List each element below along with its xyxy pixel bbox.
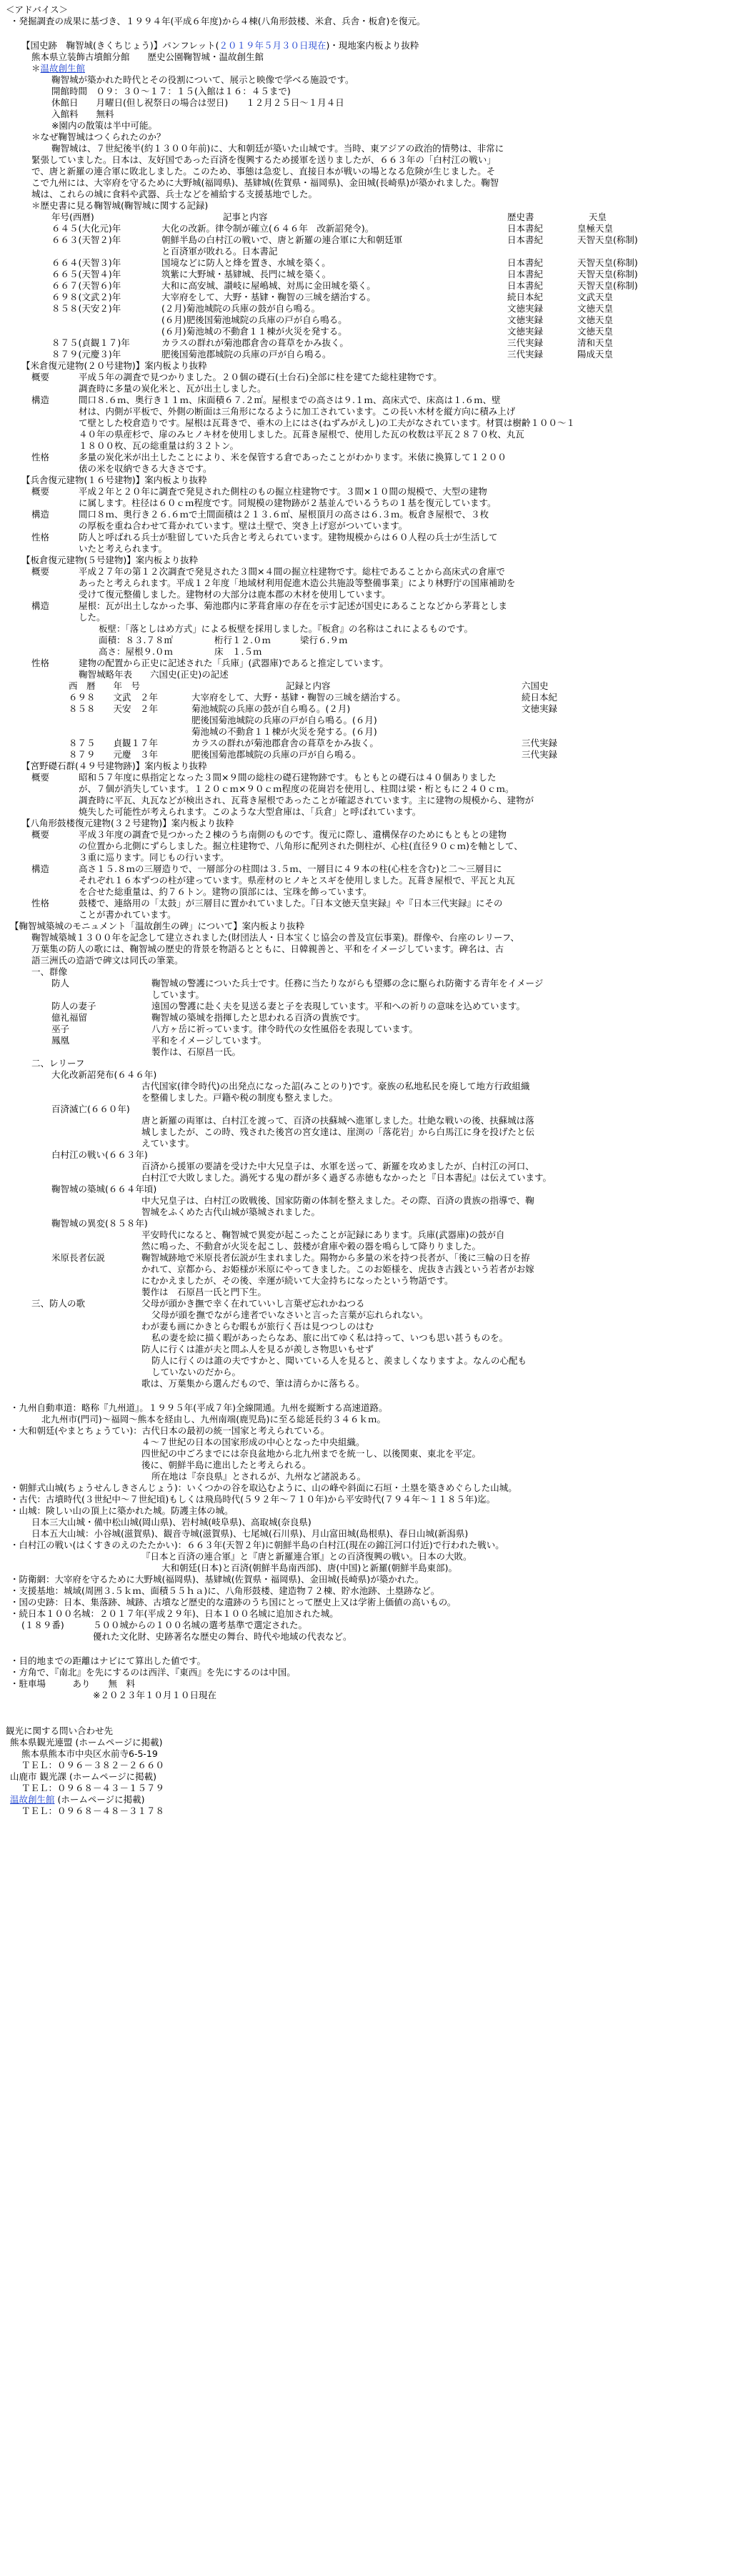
text-line: 間口８ｍ、奥行き２６.６ｍで土間面積は２１３.６㎡、屋根頂月の高さは６.３ｍ。板倉き屋根で、３枚 — [79, 509, 489, 520]
text-line: ・支援基地：城域(周囲３.５ｋｍ、面積５５ｈａ)に、八角形鼓楼、建造物７２棟、貯水池跡、土塁跡など。 — [10, 1585, 440, 1596]
text-line: ５００城からの１００名城の選考基準で選定された。 — [93, 1620, 308, 1630]
text-line: ・朝鮮式山城(ちょうせんしきさんじょう)：いくつかの谷を取込むように、山の峰や斜面に石垣・土塁を築きめぐらした山城。 — [10, 1482, 517, 1493]
text-line: 性格 — [31, 658, 50, 668]
text-line: ８５８(天安２)年 — [51, 303, 121, 314]
text-line: と百済軍が敗れる。日本書記 — [161, 246, 278, 257]
text-line: 休館日 月曜日(但し祝祭日の場合は翌日) １２月２５日～１月４日 — [51, 97, 344, 108]
text-line: 昭和５７年度に県指定となった３間×９間の総柱の礎石建物跡です。もともとの礎石は４０個ありました — [79, 772, 497, 783]
text-line: いたと考えられます。 — [79, 543, 168, 554]
text-line: ・駐車場 あり 無 料 — [10, 1678, 136, 1689]
text-line: 続日本紀 — [507, 292, 544, 302]
text-line: 鞠智城は、７世紀後半(約１３００年前)に、大和朝廷が築いた山城です。当時、東アジアの政治的情勢は、非常に — [51, 143, 504, 154]
text-line: ＴＥＬ：０９６８－４３－１５７９ — [21, 1783, 165, 1793]
text-line: していないのだから。 — [151, 1367, 241, 1377]
text-line: 天智天皇(称制) — [577, 280, 638, 291]
text-line: ・方角で、『南北』を先にするのは西洋、『東西』を先にするのは中国。 — [10, 1667, 296, 1678]
text-line: 然に鳴った、不動倉が火災を起こし、鼓楼が倉庫や穀の器を鳴らして降りりました。 — [141, 1241, 482, 1252]
text-line: ６４５(大化元)年 — [51, 223, 121, 234]
text-line: 菊池城の不動倉１１棟が火災を発する。(６月) — [191, 726, 377, 737]
text-line: 巫子 — [51, 1024, 70, 1034]
text-line: 皇極天皇 — [577, 223, 614, 234]
text-line: 六国史 — [522, 680, 549, 691]
text-line: ６９８ 文武 ２年 — [69, 692, 159, 703]
text-line: 板壁：「落としはめ方式」による板壁を採用しました。『板倉』の名称はこれによるものです。 — [99, 623, 474, 634]
text-line: ６６４(天智３)年 — [51, 257, 121, 268]
text-line: 鞠智城の築城(６６４年頃) — [51, 1184, 157, 1194]
text-line: えています。 — [141, 1138, 195, 1149]
text-line: あったと考えられます。平成１２年度「地域材利用促進木造公共施設等整備事業」により林野庁の国庫補助を — [79, 578, 516, 588]
text-line: 遠国の警護に赴く夫を見送る妻と子を表現しています。平和への祈りの意味を込めています。 — [151, 1001, 526, 1011]
text-line: 天智天皇(称制) — [577, 269, 638, 279]
text-line: 大宰府をして、大野・基肄・鞠智の三城を繕治する。 — [191, 692, 406, 703]
link[interactable]: 温故創生館 — [10, 1794, 55, 1805]
text-line: 入館料 無料 — [51, 109, 114, 119]
text-line: 平成５年の調査で見つかりました。２０個の礎石(土台石)全部に柱を建てた総柱建物です。 — [79, 372, 442, 382]
text-line: 高さ１５.８ｍの三層造りで、一層部分の柱間は３.５ｍ、一層目に４９本の柱(心柱を含む)と二～三層目に — [79, 863, 502, 874]
text-line: にむかえましたが、その後、幸運が続いて大金持ちになったという物語です。 — [141, 1275, 454, 1286]
text-line: 鞠智城の異変(８５８年) — [51, 1218, 148, 1229]
text-line: 性格 — [31, 452, 50, 462]
text-line: 朝鮮半島の白村江の戦いで、唐と新羅の連合軍に大和朝廷軍 — [161, 234, 403, 245]
text-line: ※園内の散策は半中可能。 — [51, 120, 157, 131]
text-line: 唐と新羅の両軍は、白村江を渡って、百済の扶蘇城へ進軍しました。壮絶な戦いの後、扶蘇城は落 — [141, 1115, 534, 1126]
text-line: 日本五大山城：小谷城(滋賀県)、観音寺城(滋賀県)、七尾城(石川県)、月山富田城(島根県)、春日山城(新潟県) — [31, 1528, 469, 1539]
text-line: 鼓楼で、連絡用の「太鼓」が三層目に置かれていました。『日本文徳天皇実録』や『日本三代実録』にその — [79, 898, 503, 908]
text-line: 構造 — [31, 600, 50, 611]
text-line: 構造 — [31, 395, 50, 405]
text-line: ６９８(文武２)年 — [51, 292, 121, 302]
text-line: カラスの群れが菊池郡倉舎の葺草をかみ抜く。 — [191, 738, 379, 748]
text-line: 製作は、石原昌一氏。 — [151, 1046, 241, 1057]
text-line: 米原長者伝説 — [51, 1252, 106, 1263]
text-line: ３重に巡ります。同じもの行います。 — [79, 852, 229, 863]
text-line: ＴＥＬ：０９６８－４８－３１７８ — [21, 1805, 165, 1816]
text-line: 一、群像 — [31, 966, 68, 977]
text-line: 肥後国菊池郡城院の兵庫の戸が自ら鳴る。 — [161, 349, 331, 360]
text-line: 続日本紀 — [522, 692, 558, 703]
text-line: 語三洲氏の造語で碑文は同氏の筆業。 — [31, 955, 184, 966]
text-line: 防人の妻子 — [51, 1001, 96, 1011]
text-line: 鞠智城が築かれた時代とその役割について、展示と映像で学べる施設です。 — [51, 74, 354, 85]
text-line: わが妻も画にかきとらむ暇もが旅行く吾は見つつしのはむ — [141, 1321, 374, 1332]
text-line: 鞠智城の築城を指揮したと思われる百済の貴族です。 — [151, 1012, 366, 1023]
text-line: ・山城：険しい山の頂上に築かれた城。防護主体の城。 — [10, 1505, 234, 1516]
text-line: 記録と内容 — [286, 680, 331, 691]
text-line: ＴＥＬ：０９６－３８２－２６６０ — [21, 1760, 165, 1770]
text-line: 平安時代になると、鞠智城で異変が起こったことが記録にあります。兵庫(武器庫)の鼓が自 — [141, 1229, 505, 1240]
text-line: 天智天皇(称制) — [577, 234, 638, 245]
text-line: ＜アドバイス＞ — [6, 4, 69, 15]
text-line: 屋根：瓦が出土しなかった事、菊池郡内に茅葺倉庫の存在を示す記述が国史にあることなどから茅葺としま — [79, 600, 508, 611]
text-line — [10, 1794, 145, 1805]
text-line: 歴史書 — [507, 212, 534, 222]
text-line: 調査時に多量の炭化米と、瓦が出土しました。 — [79, 383, 266, 394]
text-line: 八方ヶ岳に祈っています。律令時代の女性風俗を表現しています。 — [151, 1024, 419, 1034]
text-line: 後に、朝鮮半島に進出したと考えられる。 — [141, 1460, 311, 1470]
text-line: 年号(西暦) — [51, 212, 94, 222]
text-line: 大化改新詔発布(６４６年) — [51, 1069, 157, 1080]
text-line: 防人 — [51, 978, 70, 989]
text-line: 天智天皇(称制) — [577, 257, 638, 268]
text-line: の厚板を重ね合わせて葺かれています。壁は土壁で、突き上げ窓がついています。 — [79, 520, 408, 531]
text-line: ・古代：古墳時代(３世紀中～７世紀頃)もしくは飛鳥時代(５９２年～７１０年)から平安時代(７９４年～１１８５年)迄。 — [10, 1494, 496, 1505]
text-line: 三代実録 — [507, 337, 544, 348]
text-line: 文徳実録 — [507, 314, 544, 325]
text-line: 桁行１２.０ｍ — [214, 635, 271, 645]
text-line: 四世紀の中ごろまでには奈良盆地から北九州までを統一し、以後関東、東北を平定。 — [141, 1448, 482, 1459]
text-line: 日本書紀 — [507, 280, 544, 291]
text-line: 中大兄皇子は、白村江の敗戦後、国家防衛の体制を整えました。その際、百済の貴族の指導で、鞠 — [141, 1195, 534, 1206]
text-line: 三、防人の歌 — [31, 1298, 86, 1309]
text-line: 平成２年と２０年に調査で発見された側柱のもの掘立柱建物です。３間×１０間の規模で、大型の建物 — [79, 486, 487, 497]
text-line: 構造 — [31, 509, 50, 520]
text-line: 三代実録 — [522, 738, 558, 748]
text-line: 【板倉復元建物(５号建物)】案内板より抜粋 — [21, 555, 199, 565]
text-line: こで九州には、大宰府を守るために大野城(福岡県)、基肄城(佐賀県・福岡県)、金田城(長崎県)が築かれました。鞠智 — [31, 177, 499, 188]
text-line: 面積：８３.７８㎡ — [99, 635, 173, 645]
text-line: 【八角形鼓楼復元建物(３２号建物)】案内板より抜粋 — [21, 818, 234, 828]
text-line: 大和に高安城、讃岐に屋嶋城、対馬に金田城を築く。 — [161, 280, 376, 291]
text-line: ・発掘調査の成果に基づき、１９９４年(平成６年度)から４棟(八角形鼓楼、米倉、兵舎・板倉)を復元。 — [10, 16, 426, 26]
text-line: ＊なぜ鞠智城はつくられたのか？ — [31, 132, 166, 142]
text-line: 白村江の戦い(６６３年) — [51, 1149, 148, 1160]
text-span: )・現地案内板より抜粋 — [326, 40, 419, 51]
text-line: (１８９番) — [21, 1620, 64, 1630]
text-line: ・目的地までの距離はナビにて算出した値です。 — [10, 1655, 206, 1666]
text-line: 智城をふくめた古代山城が築城されました。 — [141, 1207, 321, 1217]
text-line: 建物の配置から正史に記述された「兵庫」(武器庫)であると推定しています。 — [79, 658, 389, 668]
text-line: 平成２７年の第１２次調査で発見された３間×４間の掘立柱建物です。総柱であることから高床式の倉庫で — [79, 566, 505, 577]
text-line: 二、レリーフ — [31, 1058, 85, 1069]
text-line: 鞠智城略年表 六国史(正史)の記述 — [79, 669, 229, 680]
text-line: した。 — [79, 612, 106, 623]
text-line: が、７個が消失しています。１２０ｃｍ×９０ｃｍ程度の花崗岩を使用し、柱間は梁・桁ともに２４０ｃｍ。 — [79, 783, 514, 794]
text-line: 百済から援軍の要請を受けた中大兄皇子は、水軍を送って、新羅を攻めましたが、白村江の河口、 — [141, 1161, 534, 1171]
text-line: 概要 — [31, 829, 50, 840]
text-line: ８７５ 貞観１７年 — [69, 738, 159, 748]
text-line: 万葉集の防人の歌には、鞠智城の歴史的背景を物語るとともに、日韓親善と、平和をイメージしています。碑名は、古 — [31, 943, 504, 954]
text-line: ・九州自動車道：略称『九州道』。１９９５年(平成７年)全線開通。九州を縦断する高速道路。 — [10, 1402, 388, 1413]
text-line: 平成３年度の調査で見つかった２棟のうち南側のものです。復元に際し、遺構保存のためにもともとの建物 — [79, 829, 507, 840]
text-line: ８５８ 天安 ２年 — [69, 703, 159, 714]
text-line: 熊本県立装飾古墳館分館 歴史公園鞠智城・温故創生館 — [31, 51, 264, 62]
text-line: 間口８.６ｍ、奥行き１１ｍ、床面積６７.２㎡。屋根までの高さは９.１ｍ、高床式で、床高は１.６ｍ、壁 — [79, 395, 501, 405]
text-line — [21, 40, 419, 51]
text-line: 私の妻を絵に描く暇があったらなあ、旅に出てゆく私は持って、いつも思い甚うものを。 — [151, 1332, 509, 1343]
text-line: 所在地は『奈良県』とされるが、九州など諸説ある。 — [151, 1471, 366, 1482]
text-line: 菊池城院の兵庫の鼓が自ら鳴る。(２月) — [191, 703, 351, 714]
text-line: ４～７世紀の日本の国家形成の中心となった中央組織。 — [141, 1437, 365, 1447]
text-line: 日本書紀 — [507, 234, 544, 245]
text-line: 概要 — [31, 772, 50, 783]
text-line: て壁とした校倉造りです。屋根は瓦葺きで、垂木の上にはさ(ねずみがえし)の工夫がなされています。材質は樹齢１００～１ — [79, 417, 576, 428]
highlight-text: ２０１９年５月３０日現在 — [219, 40, 326, 51]
text-line: 文徳天皇 — [577, 314, 614, 325]
text-line: 文徳実録 — [522, 703, 558, 714]
text-line: 陽成天皇 — [577, 349, 614, 360]
text-line: 概要 — [31, 486, 50, 497]
text-line: 平和をイメージしています。 — [151, 1035, 267, 1046]
text-line: 【鞠智城築城のモニュメント「温故創生の碑」について】案内板より抜粋 — [10, 921, 305, 931]
text-line: 高さ：屋根９.０ｍ — [99, 646, 173, 657]
text-line: 防人に行くは誰が夫と問ふ人を見るが羨しさ物思いもせず — [141, 1344, 374, 1354]
text-line: 日本書紀 — [507, 223, 544, 234]
text-line: 白村江で大敗しました。渦死する鬼の群が多く過ぎる赤徳もなかったと『日本書紀』は伝えています。 — [141, 1172, 552, 1183]
text-line: を合せた総重量は、約７６トン。建物の頂部には、宝珠を飾っています。 — [79, 886, 372, 897]
text-line: 清和天皇 — [577, 337, 614, 348]
text-line: カラスの群れが菊池郡倉舎の葺草をかみ抜く。 — [161, 337, 349, 348]
text-line: ＊歴史書に見る鞠智城(鞠智城に関する記録) — [31, 200, 209, 211]
text-line: １８００枚、瓦の総重量は約３２トン。 — [79, 440, 239, 451]
text-line: 百済滅亡(６６０年) — [51, 1104, 130, 1114]
text-line: 性格 — [31, 898, 50, 908]
text-line: (６月)菊池城の不動倉１１棟が火災を発する。 — [161, 326, 347, 337]
text-line: の位置から北側にずらしました。掘立柱建物で、八角形に配列された側柱が、心柱(直径９０ｃｍ)を軸として、 — [79, 841, 523, 851]
text-line: 筑紫に大野城・基肄城、長門に城を築く。 — [161, 269, 331, 279]
text-line: 床 １.５ｍ — [214, 646, 262, 657]
text-line: 文徳実録 — [507, 326, 544, 337]
text-line: 製作は 石原昌一氏と門下生。 — [141, 1287, 267, 1297]
text-line: 三代実録 — [522, 749, 558, 760]
text-line: ６６３(天智２)年 — [51, 234, 121, 245]
text-line: 材は、内側が平板で、外側の断面は三角形になるように加工されています。この長い木材を縦方向に積み上げ — [79, 406, 516, 417]
text-line: 受けて復元整備しました。建物材の大部分は鹿本郡の木材を使用しています。 — [79, 589, 391, 600]
text-line: 父母が頭を撫でながら達者でいなさいと言った言葉が忘れられない。 — [151, 1309, 429, 1320]
text-line: かれて、京都から、お姫様が米原にやってきました。このお姫様を、虎抜き古銭という若者がお嫁 — [141, 1264, 534, 1274]
text-line: ８７９ 元慶 ３年 — [69, 749, 159, 760]
text-line: 梁行６.９ｍ — [300, 635, 348, 645]
text-line: ・防衛網：大宰府を守るために大野城(福岡県)、基肄城(佐賀県・福岡県)、金田城(長崎県)が築かれた。 — [10, 1574, 424, 1585]
text-line: ８７９(元慶３)年 — [51, 349, 121, 360]
text-line: 城しましたが、この時、残された後宮の宮女達は、崖渕の「落花岩」から白馬江に身を投げたと伝 — [141, 1126, 535, 1137]
text-line: ６６７(天智６)年 — [51, 280, 121, 291]
text-line: 三代実録 — [507, 349, 544, 360]
text-line: 肥後国菊池郡城院の兵庫の戸が自ら鳴る。 — [191, 749, 361, 760]
text-line: 性格 — [31, 532, 50, 543]
text-line — [31, 63, 85, 74]
text-line: 多量の炭化米が出土したことにより、米を保管する倉であったことがわかります。米俵に換算して１２００ — [79, 452, 507, 462]
text-line: 優れた文化財、史跡著名な歴史の舞台、時代や地域の代表など。 — [93, 1631, 352, 1642]
text-line: 大宰府をして、大野・基肄・鞠智の三城を繕治する。 — [161, 292, 376, 302]
text-line: 文武天皇 — [577, 292, 614, 302]
text-line: (６月)肥後国菊池城院の兵庫の戸が自ら鳴る。 — [161, 314, 347, 325]
text-line: 日本三大山城・備中松山城(岡山県)、岩村城(岐阜県)、高取城(奈良県) — [31, 1517, 311, 1527]
text-line: ことが書かれています。 — [79, 909, 176, 920]
text-line: 古代国家(律令時代)の出発点になった詔(みことのり)です。豪族の私地私民を廃して地方行政組織 — [141, 1081, 530, 1091]
text-line: 鞠智城跡地で米原長者伝説が生まれました。陽物から多量の米を持つ長者が、「後に三輪の日を拵 — [141, 1252, 530, 1263]
text-line: ６６５(天智４)年 — [51, 269, 121, 279]
text-line: 【宮野礎石群(４９号建物跡)】案内板より抜粋 — [21, 761, 207, 771]
text-line: 西 暦 年 号 — [69, 680, 141, 691]
text-line: それぞれ１６本ずつの柱が建っています。県産材のヒノキとスギを使用しました。瓦葺き屋根で、平瓦と丸瓦 — [79, 875, 515, 886]
text-line: 記事と内容 — [223, 212, 268, 222]
text-line: を整備しました。戸籍や税の制度も整えました。 — [141, 1092, 339, 1103]
text-span: ＊ — [31, 63, 41, 74]
text-line: 【兵舎復元建物(１６号建物)】案内板より抜粋 — [21, 475, 207, 485]
text-span: (ホームページに掲載) — [54, 1794, 145, 1805]
text-line: 大化の改新。律令制が確立(６４６年 改新詔発令)。 — [161, 223, 374, 234]
text-line: 日本書紀 — [507, 269, 544, 279]
text-line: 概要 — [31, 372, 50, 382]
text-line: 歌は、万葉集から選んだもので、筆は清らかに落ちる。 — [141, 1378, 365, 1389]
text-line: 【米倉復元建物(２０号建物)】案内板より抜粋 — [21, 360, 207, 371]
text-line: 天皇 — [589, 212, 607, 222]
text-line: 文徳天皇 — [577, 326, 614, 337]
text-line: 国境などに防人と烽を置き、水城を築く。 — [161, 257, 331, 268]
text-line: ・大和朝廷(やまとちょうてい)：古代日本の最初の統一国家と考えられている。 — [10, 1425, 330, 1436]
text-line: 防人と呼ばれる兵士が駐留していた兵舎と考えられています。建物規模からは６０人程の兵士が生活して — [79, 532, 498, 543]
text-line: ・白村江の戦い(はくすきのえのたたかい)：６６３年(天智２年)に朝鮮半島の白村江(現在の錦江河口付近)で行われた戦い。 — [10, 1540, 504, 1550]
text-line: 観光に関する問い合わせ先 — [6, 1725, 114, 1736]
text-line: 熊本県熊本市中央区水前寺6-5-19 — [21, 1748, 158, 1759]
text-line: 日本書紀 — [507, 257, 544, 268]
text-line: 防人に行くのは誰の夫ですかと、聞いている人を見ると、羨ましくなりますよ。なんの心配も — [151, 1355, 527, 1366]
text-line: 緊張していました。日本は、友好国であった百済を復興するため援軍を送りましたが、６６３年の「白村江の戦い」 — [31, 154, 496, 165]
text-line: 開館時間 ０９：３０～１７：１５(入館は１６：４５まで) — [51, 86, 291, 96]
text-line: 熊本県観光連盟 (ホームページに掲載) — [10, 1737, 163, 1748]
text-line: 文徳天皇 — [577, 303, 614, 314]
text-line: 肥後国菊池城院の兵庫の戸が自ら鳴る。(６月) — [191, 715, 377, 725]
text-span: 【国史跡 鞠智城(きくちじょう)】パンフレット( — [21, 40, 219, 51]
text-line: しています。 — [151, 989, 205, 1000]
text-line: 文徳実録 — [507, 303, 544, 314]
text-line: 焼失した可能性が考えられます。このような大型倉庫は、「兵倉」と呼ばれています。 — [79, 806, 422, 817]
text-line: 俵の米を収納できる大きさです。 — [79, 463, 212, 474]
text-line: ４０年の県産杉で、扉のみヒノキ材を使用しました。瓦葺き屋根で、使用した瓦の枚数は平瓦２８７０枚、丸瓦 — [79, 429, 524, 440]
text-line: 鞠智城の警護についた兵士です。任務に当たりながらも望郷の念に駆られ防衛する青年をイメージ — [151, 978, 544, 989]
text-line: 億礼福留 — [51, 1012, 88, 1023]
text-line: 調査時に平瓦、丸瓦などが検出され、瓦葺き屋根であったことが確認されています。主に建物の規模から、建物が — [79, 795, 534, 806]
text-line: 大和朝廷(日本)と百済(朝鮮半島南西部)、唐(中国)と新羅(朝鮮半島東部)。 — [161, 1562, 458, 1573]
link[interactable]: 温故創生館 — [40, 63, 86, 74]
text-line: 概要 — [31, 566, 50, 577]
text-line: 鞠智城築城１３００年を記念して建立されました(財団法人・日本宝くじ協会の普及宣伝事業)。群像や、台座のレリーフ、 — [31, 932, 519, 943]
text-line: 北九州市(門司)～福岡～熊本を経由し、九州南端(鹿児島)に至る総延長約３４６ｋｍ。 — [41, 1414, 387, 1425]
text-line: で、唐と新羅の連合軍に敗北しました。このため、事態は急変し、直接日本が戦いの場となる危険が生じました。そ — [31, 166, 496, 177]
text-line: 『日本と百済の連合軍』と『唐と新羅連合軍』との百済復興の戦い。日本の大敗。 — [141, 1551, 472, 1562]
text-line: 山鹿市 観光課 (ホームページに掲載) — [10, 1771, 156, 1782]
text-line: に属します。柱径は６０ｃｍ程度です。同規模の建物跡が２基並んでいるうちの１基を復元しています。 — [79, 497, 497, 508]
text-line: ・国の史跡：日本、集落跡、城跡、古墳など歴史的な遺跡のうち国にとって歴史上又は学術上価値の高いもの。 — [10, 1597, 457, 1607]
text-line: 構造 — [31, 863, 50, 874]
text-line: 城は、これらの城に食料や武器、兵士などを補給する支援基地でした。 — [31, 189, 318, 199]
text-line: ８７５(貞観１７)年 — [51, 337, 130, 348]
text-line: 鳳凰 — [51, 1035, 70, 1046]
text-line: (２月)菊池城院の兵庫の鼓が自ら鳴る。 — [161, 303, 321, 314]
text-line: 父母が頭かき撫で幸く在れていいし言葉ぜ忘れかねつる — [141, 1298, 365, 1309]
text-line: ・続日本１００名城：２０１７年(平成２９年)、日本１００名城に追加された城。 — [10, 1608, 339, 1619]
text-line: ※２０２３年１０月１０日現在 — [93, 1690, 216, 1700]
